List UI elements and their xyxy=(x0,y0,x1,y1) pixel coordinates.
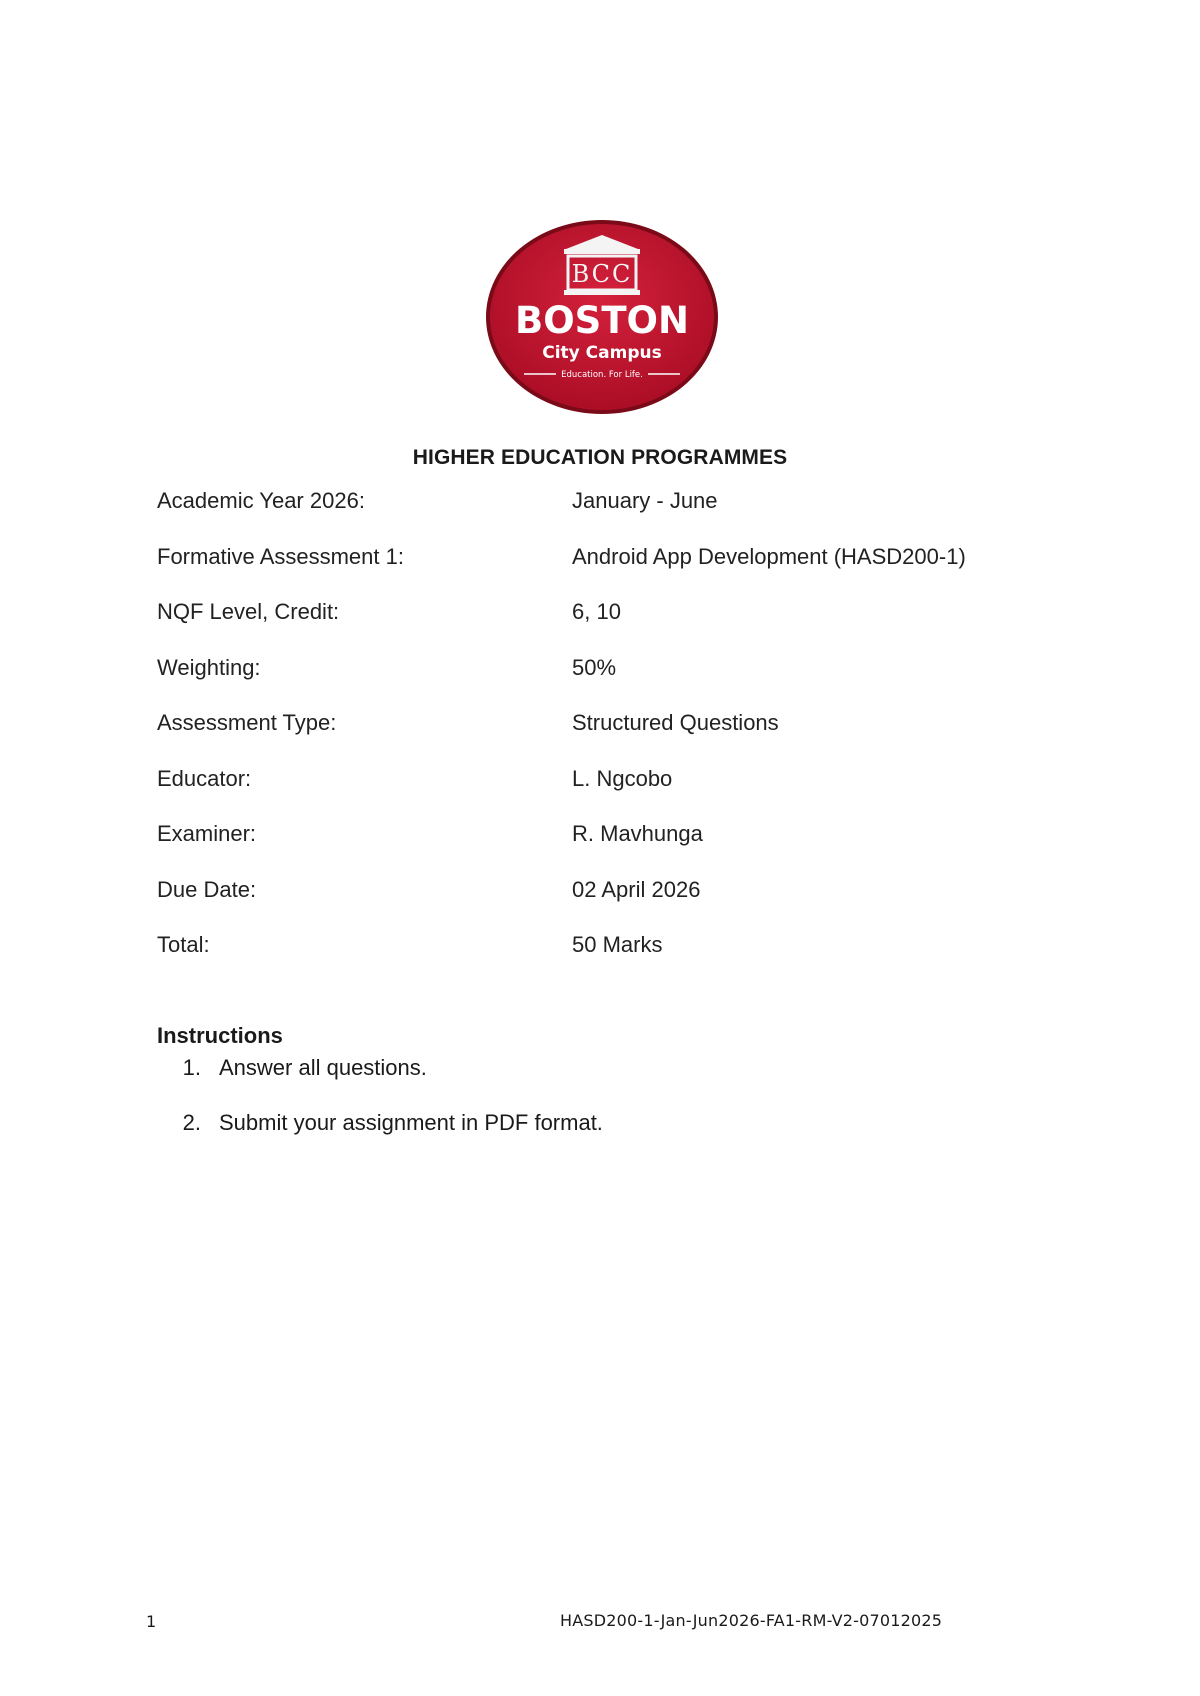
instruction-item xyxy=(157,1110,1057,1165)
info-label: Academic Year 2026: xyxy=(157,488,365,513)
info-row xyxy=(157,655,1057,711)
info-label: Examiner: xyxy=(157,821,257,846)
instructions-list xyxy=(157,1055,1057,1165)
instruction-number: 1. xyxy=(182,1055,201,1080)
info-label: Weighting: xyxy=(157,654,261,680)
document-code: HASD200-1-Jan-Jun2026-FA1-RM-V2-07012025 xyxy=(560,1611,943,1630)
instruction-number: 2. xyxy=(182,1110,201,1135)
info-label: NQF Level, Credit: xyxy=(157,599,340,624)
info-value: 02 April 2026 xyxy=(572,876,701,902)
info-row xyxy=(157,821,1057,877)
info-label: Assessment Type: xyxy=(157,710,337,735)
info-value: 50% xyxy=(572,654,617,680)
page-heading: HIGHER EDUCATION PROGRAMMES xyxy=(412,446,788,469)
info-value: R. Mavhunga xyxy=(572,821,703,846)
instruction-item xyxy=(157,1055,1057,1110)
info-label: Due Date: xyxy=(157,876,257,902)
info-value: L. Ngcobo xyxy=(572,765,673,791)
instruction-text: Submit your assignment in PDF format. xyxy=(219,1110,603,1135)
instruction-text: Answer all questions. xyxy=(219,1055,427,1080)
page-number: 1 xyxy=(146,1612,157,1631)
info-row xyxy=(157,710,1057,766)
info-row xyxy=(157,488,1057,544)
info-label: Educator: xyxy=(157,765,252,791)
logo-initials: BCC xyxy=(571,260,633,288)
info-value: 6, 10 xyxy=(572,599,621,624)
instructions-title: Instructions xyxy=(157,1023,283,1048)
info-row xyxy=(157,544,1057,600)
info-label: Total: xyxy=(157,932,210,957)
logo-tagline: Education. For Life. xyxy=(561,370,643,380)
info-value: January - June xyxy=(572,488,718,513)
logo-name: BOSTON xyxy=(515,299,689,342)
info-row xyxy=(157,932,1057,988)
info-label: Formative Assessment 1: xyxy=(157,543,404,569)
logo-subtitle: City Campus xyxy=(542,343,662,363)
info-value: Structured Questions xyxy=(572,710,779,735)
info-row xyxy=(157,877,1057,933)
info-value: Android App Development (HASD200-1) xyxy=(572,543,966,569)
assessment-info-table xyxy=(157,488,1057,988)
info-row xyxy=(157,766,1057,822)
boston-city-campus-logo xyxy=(484,218,720,416)
info-row xyxy=(157,599,1057,655)
info-value: 50 Marks xyxy=(572,932,663,957)
